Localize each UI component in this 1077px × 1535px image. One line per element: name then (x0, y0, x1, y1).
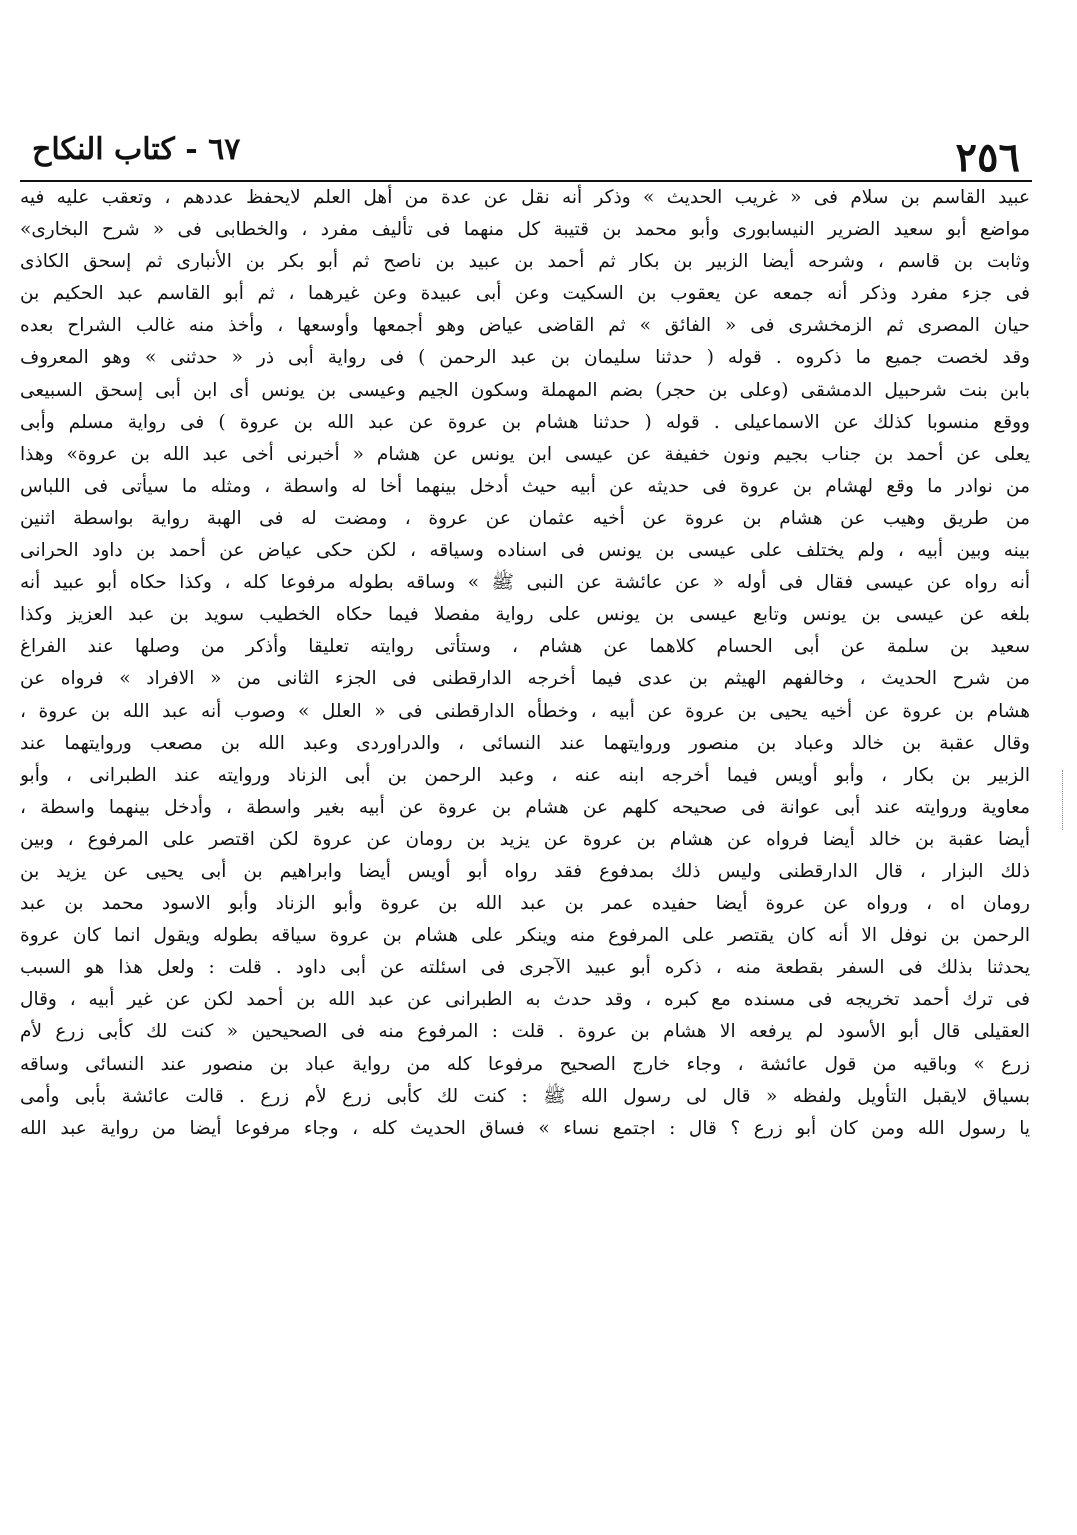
text-line: بابن بنت شرحبيل الدمشقى (وعلى بن حجر) بضم المهملة وسكون الجيم وعيسى بن يونس أى ابن أبى إسحق السبيعى (20, 379, 1030, 401)
text-line: رومان اه ، ورواه عن عروة أيضا حفيده عمر بن عبد الله بن عروة وأبو الزناد وأبو الاسود محمد بن عبد (20, 893, 1030, 915)
text-line: فى جزء مفرد وذكر أنه جمعه عن يعقوب بن السكيت وعن أبى عبيدة وعن غيرهما ، ثم أبو القاسم عبد الحكيم بن (20, 283, 1030, 305)
text-line: من طريق وهيب عن هشام بن عروة عن أخيه عثمان عن عروة ، ومضت له فى الهبة رواية بواسطة اثنين (20, 507, 1030, 529)
text-line: عبيد القاسم بن سلام فى « غريب الحديث » وذكر أنه نقل عن عدة من أهل العلم لايحفظ عددهم ، وتعقب عليه فيه (20, 187, 1030, 208)
text-line: زرع » وباقيه من قول عائشة ، وجاء خارج الصحيح مرفوعا كله من رواية عباد بن منصور عند النسائى وساقه (20, 1053, 1030, 1075)
scan-margin-mark (1062, 770, 1065, 830)
text-line: يا رسول الله ومن كان أبو زرع ؟ قال : اجتمع نساء » فساق الحديث كله ، وجاء مرفوعا أيضا من رواية عبد الله (20, 1117, 1030, 1139)
text-line: ووقع منسوبا كذلك عن الاسماعيلى . قوله ( حدثنا هشام بن عروة عن عبد الله بن عروة ) فى رواية مسلم وأبى (20, 411, 1030, 433)
text-line: العقيلى قال أبو الأسود لم يرفعه الا هشام بن عروة . قلت : المرفوع منه فى الصحيحين « كنت لك كأبى زرع لأم (20, 1021, 1030, 1043)
commentary-text (20, 182, 1030, 1145)
text-line: بينه وبين أبيه ، ولم يختلف على عيسى بن يونس فى اسناده وسياقه ، لكن حكى عياض عن أحمد بن داود الحرانى (20, 540, 1030, 562)
text-line: الرحمن بن نوفل الا أنه كان يقتصر على المرفوع منه وينكر على هشام بن عروة سياقه بطوله ويقول انما كان عروة (20, 925, 1030, 947)
text-line: وقال عقبة بن خالد وعباد بن منصور وروايتهما عند النسائى ، والدراوردى وعبد الله بن مصعب وروايتهما عند (20, 732, 1030, 754)
running-header (20, 128, 1050, 180)
text-line: سعيد بن سلمة عن أبى الحسام كلاهما عن هشام ، وستأتى روايته تعليقا وأذكر من وصلها عند الفراغ (20, 636, 1030, 658)
page-number: ٢٥٦ (955, 134, 1020, 181)
text-line: هشام بن عروة عن أخيه يحيى بن عروة عن أبيه ، وخطأه الدارقطنى فى « العلل » وصوب أنه عبد الله بن عروة ، (20, 700, 1030, 722)
text-line: وقد لخصت جميع ما ذكروه . قوله ( حدثنا سليمان بن عبد الرحمن ) فى رواية أبى ذر « حدثنى » وهو المعروف (20, 347, 1030, 369)
chapter-title: ٦٧ - كتاب النكاح (32, 132, 241, 167)
text-line: يعلى عن أحمد بن جناب بجيم ونون خفيفة عن عيسى ابن يونس عن هشام « أخبرنى أخى عبد الله بن عروة» وهذا (20, 443, 1030, 465)
text-line: وثابت بن قاسم ، وشرحه أيضا الزبير بن بكار ثم أحمد بن عبيد بن ناصح ثم أبو بكر بن الأنبارى ثم إسحق الكاذى (20, 251, 1030, 273)
text-line: بلغه عن عيسى بن يونس وتابع عيسى بن يونس على رواية مفصلا فيما حكاه الخطيب سويد بن عبد العزيز وكذا (20, 604, 1030, 626)
text-line: ذلك البزار ، قال الدارقطنى وليس ذلك بمدفوع فقد رواه أبو أويس أيضا وابراهيم بن أبى يحيى عن يزيد بن (20, 860, 1030, 882)
text-line: الزبير بن بكار ، وأبو أويس فيما أخرجه ابنه عنه ، وعبد الرحمن بن أبى الزناد وروايته عند الطبرانى ، وأبو (20, 764, 1030, 786)
text-line: أيضا عقبة بن خالد أيضا فرواه عن هشام بن عروة عن يزيد بن رومان عن عروة لكن اقتصر على المرفوع ، وبين (20, 828, 1030, 850)
text-line: يحدثنا بذلك فى السفر بقطعة منه ، ذكره أبو عبيد الآجرى فى اسئلته عن أبى داود . قلت : ولعل هذا هو السبب (20, 957, 1030, 979)
text-line: من شرح الحديث ، وخالفهم الهيثم بن عدى فيما أخرجه الدارقطنى فى الجزء الثانى من « الافراد » فرواه عن (20, 668, 1030, 690)
text-line: حيان المصرى ثم الزمخشرى فى « الفائق » ثم القاضى عياض وهو أجمعها وأوسعها ، وأخذ منه غالب الشراح بعده (20, 315, 1030, 337)
text-line: مواضع أبو سعيد الضرير النيسابورى وأبو محمد بن قتيبة كل منهما فى تأليف مفرد ، والخطابى فى « شرح البخارى» (20, 219, 1030, 241)
text-line: من نوادر ما وقع لهشام بن عروة فى حديثه عن أبيه حيث أدخل بينهما أخا له واسطة ، ومثله ما سيأتى فى اللباس (20, 475, 1030, 497)
text-line: فى ترك أحمد تخريجه فى مسنده مع كبره ، وقد حدث به الطبرانى عن عبد الله بن أحمد لكن عن غير أبيه ، وقال (20, 989, 1030, 1011)
text-line: أنه رواه عن عيسى فقال فى أوله « عن عائشة عن النبى ﷺ » وساقه بطوله مرفوعا كله ، وكذا حكاه أبو عبيد أنه (20, 572, 1030, 594)
text-line: بسياق لايقبل التأويل ولفظه « قال لى رسول الله ﷺ : كنت لك كأبى زرع لأم زرع . قالت عائشة بأبى وأمى (20, 1085, 1030, 1107)
text-line: معاوية وروايته عند أبى عوانة فى صحيحه كلهم عن هشام بن عروة عن أبيه بغير واسطة ، وأدخل بينهما واسطة ، (20, 796, 1030, 818)
